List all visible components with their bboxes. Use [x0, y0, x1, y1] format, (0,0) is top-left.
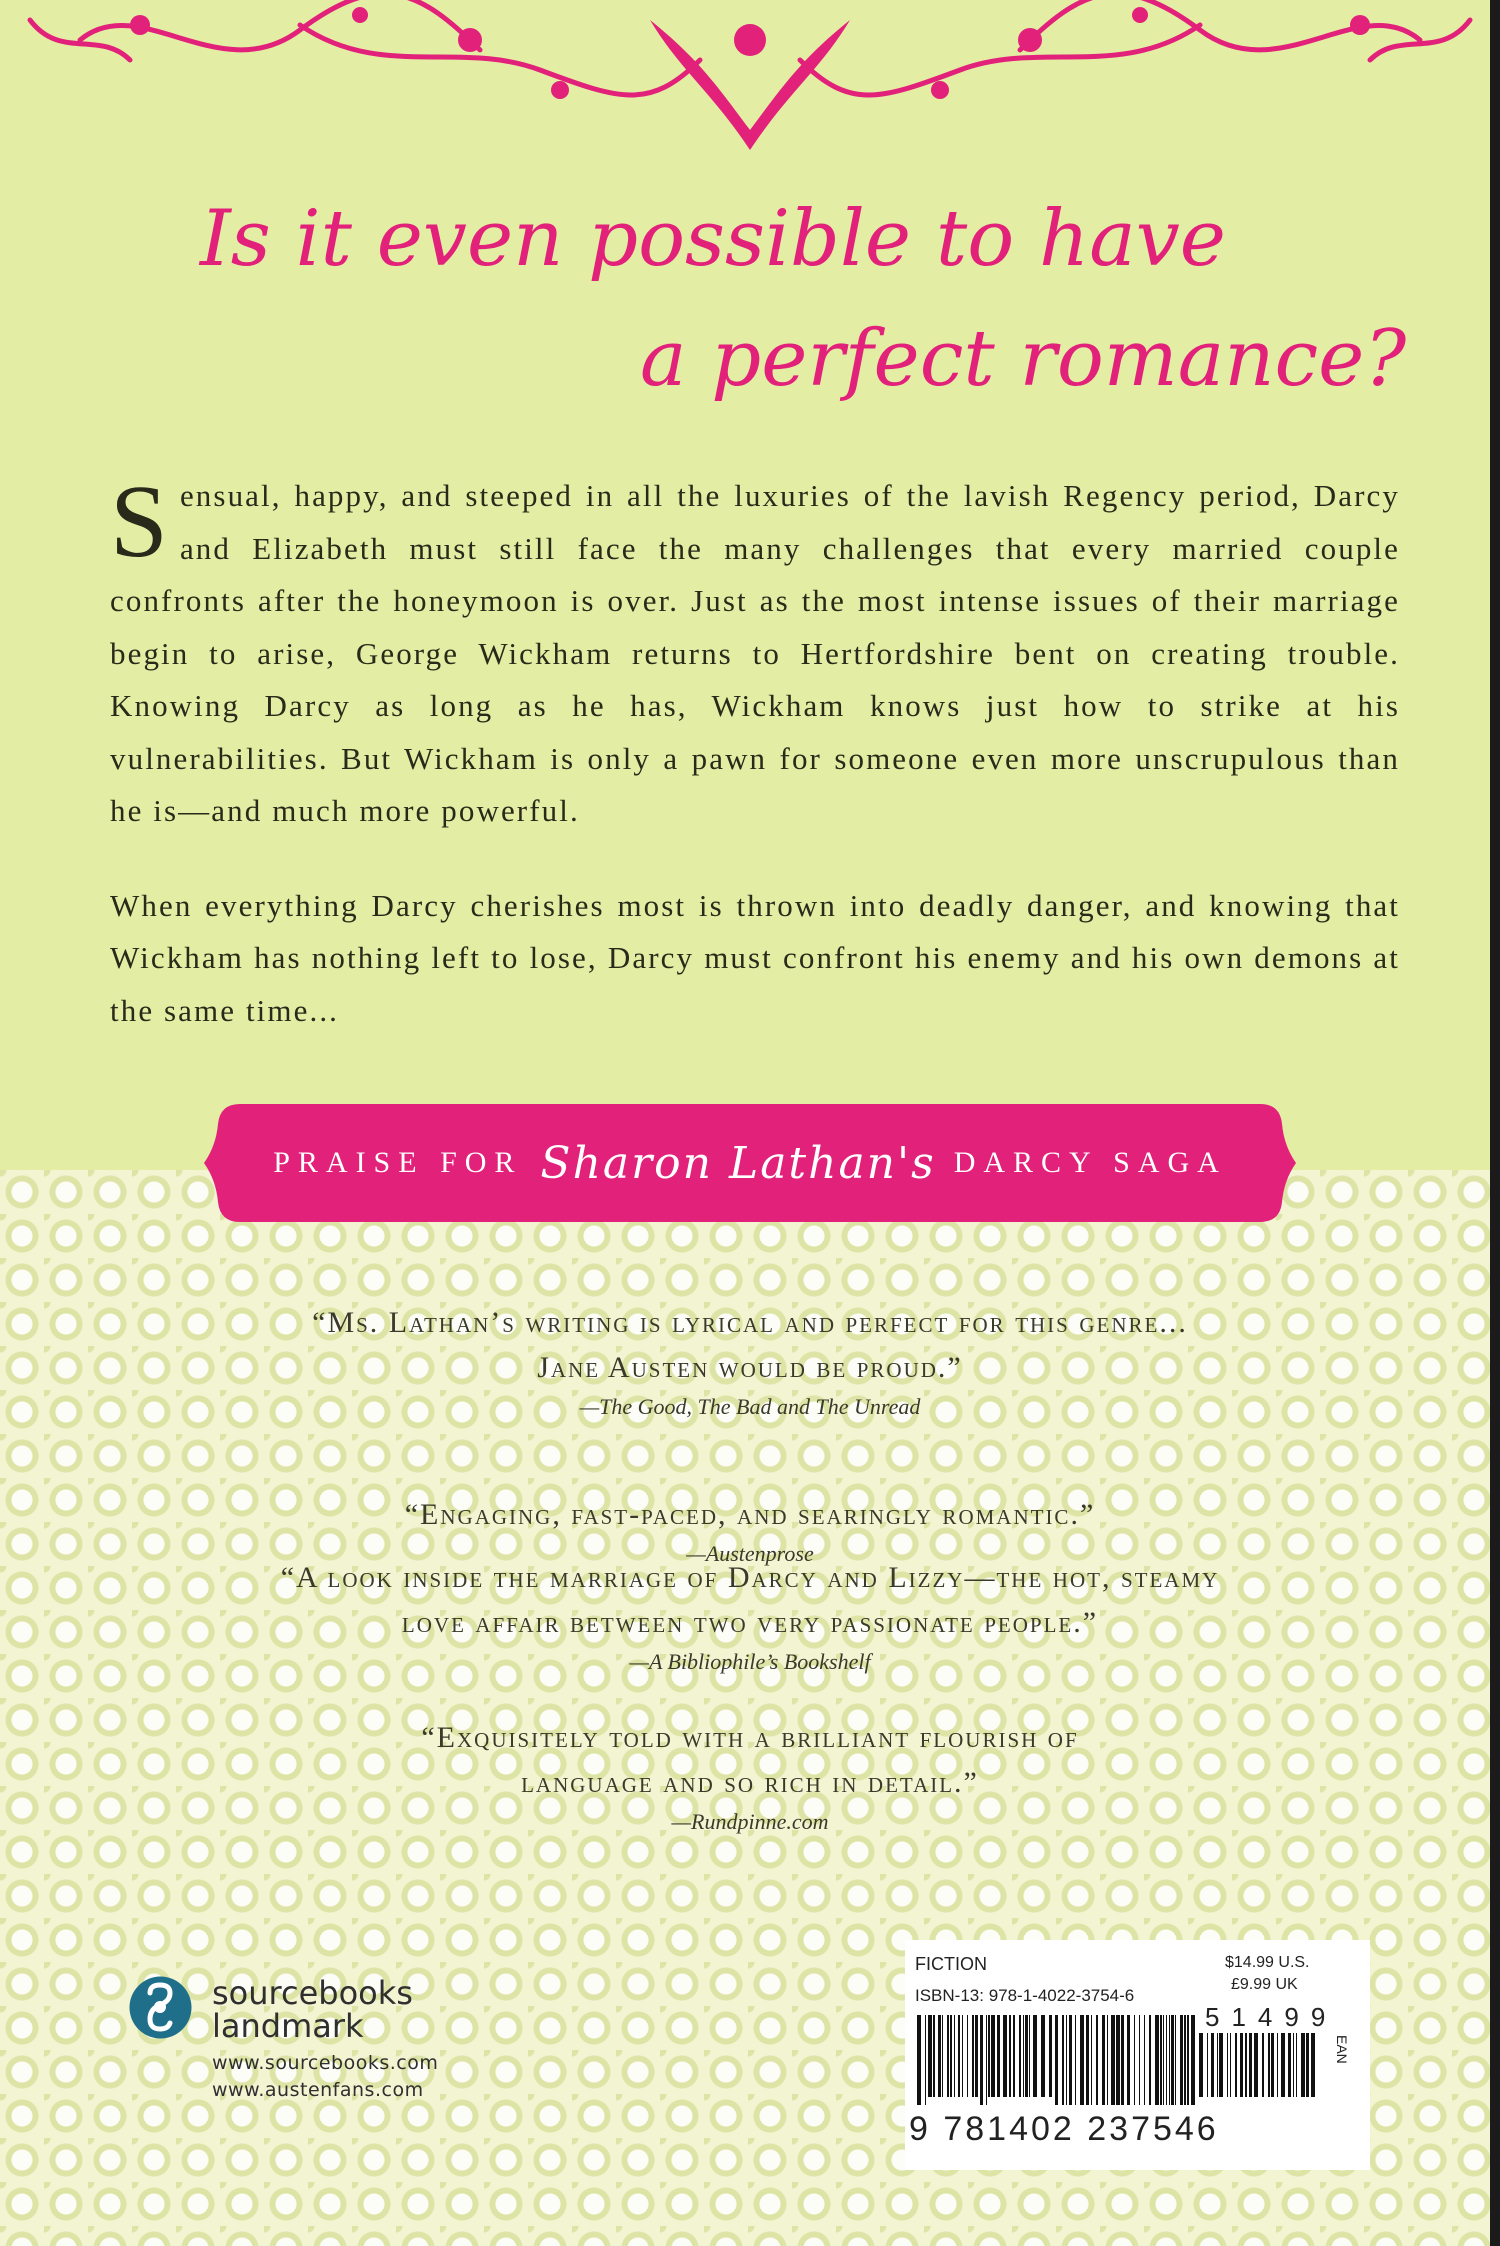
blurb-paragraph-1-text: ensual, happy, and steeped in all the luxuries of the lavish Regency period, Darcy and Elizabeth must still face the many challenges that every married couple confronts after the honeymoon is over. Just as the most intense issues of their marriage begin to arise, George Wickham returns to Hertfordshire bent on creating trouble. Knowing Darcy as long as he has, Wickham knows just how to strike at his vulnerabilities. But Wickham is only a pawn for someone even more unscrupulous than he is—and much more powerful.: [110, 478, 1400, 828]
quote-2-line-1: “Engaging, fast-paced, and searingly romantic.”: [404, 1498, 1096, 1531]
quote-1-line-2: Jane Austen would be proud.”: [537, 1351, 963, 1384]
tagline-line-1: Is it even possible to have: [200, 194, 1226, 284]
quote-3-line-2: love affair between two very passionate people.”: [401, 1606, 1099, 1639]
isbn-label: ISBN-13: 978-1-4022-3754-6: [915, 1986, 1135, 2005]
publisher-urls: [212, 2050, 438, 2104]
banner-suffix: DARCY SAGA: [953, 1146, 1227, 1179]
category-label: FICTION: [915, 1954, 987, 1974]
addon-digits: 51499: [1205, 2002, 1338, 2032]
tagline-line-2: a perfect romance?: [640, 314, 1407, 404]
sourcebooks-logo-icon: [128, 1975, 193, 2040]
barcode-digits: 9 781402 237546: [909, 2110, 1219, 2148]
praise-banner: [200, 1098, 1300, 1228]
drop-cap: S: [110, 464, 170, 579]
quote-4-line-1: “Exquisitely told with a brilliant flourish of: [421, 1721, 1079, 1754]
floral-ornament-icon: [0, 0, 1500, 150]
publisher-url-1: www.sourcebooks.com: [212, 2052, 439, 2074]
addon-barcode-icon: [1197, 2033, 1317, 2105]
quote-1: [150, 1300, 1350, 1420]
publisher-name-line-2: landmark: [212, 2007, 364, 2045]
quote-3-source: —A Bibliophile’s Bookshelf: [629, 1649, 871, 1674]
quote-4-line-2: language and so rich in detail.”: [521, 1766, 979, 1799]
blurb-paragraph-2: When everything Darcy cherishes most is thrown into deadly danger, and knowing that Wickham has nothing left to lose, Darcy must confront his enemy and his own demons at the same time...: [110, 887, 1400, 1028]
publisher-url-2: www.austenfans.com: [212, 2079, 424, 2101]
tagline: [0, 150, 1500, 460]
quote-4: [150, 1715, 1350, 1835]
quote-1-source: —The Good, The Bad and The Unread: [579, 1394, 921, 1419]
banner-prefix: PRAISE FOR: [273, 1146, 523, 1179]
blurb-paragraph-1: [110, 464, 1400, 838]
quote-3: [150, 1555, 1350, 1675]
quote-4-source: —Rundpinne.com: [671, 1809, 829, 1834]
blurb: [110, 464, 1400, 1079]
ean-label: EAN: [1334, 2035, 1350, 2064]
quote-3-line-1: “A look inside the marriage of Darcy and Lizzy—the hot, steamy: [280, 1561, 1220, 1594]
quote-2-source: —Austenprose: [686, 1541, 814, 1566]
price-uk: £9.99 UK: [1231, 1976, 1298, 1993]
price-us: $14.99 U.S.: [1225, 1954, 1310, 1971]
quote-1-line-1: “Ms. Lathan’s writing is lyrical and perfect for this genre...: [312, 1306, 1188, 1339]
barcode-icon: [915, 2015, 1200, 2105]
publisher-name: [212, 1974, 413, 2045]
banner-author: Sharon Lathan's: [540, 1137, 936, 1189]
barcode-panel: [905, 1940, 1370, 2170]
publisher-name-line-1: sourcebooks: [212, 1974, 413, 2012]
